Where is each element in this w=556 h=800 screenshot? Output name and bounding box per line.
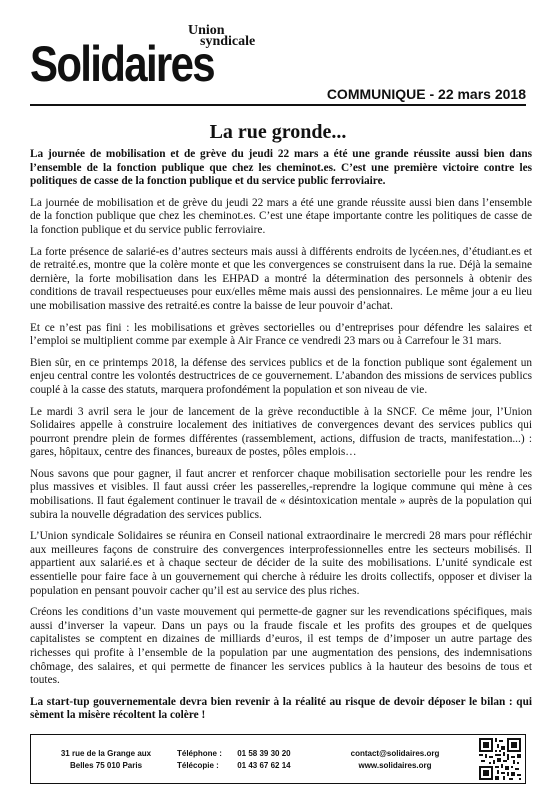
logo-name: Solidaires [30,36,214,92]
solidaires-logo [30,23,260,92]
paragraph: L’Union syndicale Solidaires se réunira en Conseil national extraordinaire le mercredi 28 mars pour réfléchir aux meilleures façons de construire des convergences interprofessionnelles entre les secteurs mobilisés. Il appartient aux salarié.es et à chaque secteur de décider de la suite des mobilisations. L’unité syndicale est essentielle pour faire face à un gouvernement qui cherche à réduire les droits collectifs, opposer et diviser la population en pensant pouvoir cacher qu’il est au service des plus riches. [30,530,532,597]
qr-code-icon [479,738,521,780]
logo-syndicale-text: syndicale [200,34,256,49]
footer-address [41,748,171,772]
email-link[interactable]: contact@solidaires.org [350,749,440,758]
logo-union-text: Union [188,23,225,38]
paragraph: Créons les conditions d’un vaste mouvement qui permette-de gagner sur les revendications spécifiques, mais aussi d’inverser la vapeur. Dans un pays ou la fraude fiscale et les profits des groupes et de quelques capitalistes se comptent en dizaines de milliards d’euros, il est temps de d’imposer un autre partage des richesses qui profite à l’ensemble de la population par une augmentation des pensions, des indemnisations chômage, des salaires, et qui permette de financer les services publics à la hauteur des besoins de tous et toutes. [30,606,532,687]
paragraph: Bien sûr, en ce printemps 2018, la défense des services publics et de la fonction publique sont également un enjeu central contre les volontés destructrices de ce gouvernement. L’abandon des missions de services publics couplé à la casse des statuts, marquera profondément la population et son niveau de vie. [30,356,532,396]
paragraph-intro: La journée de mobilisation et de grève du jeudi 22 mars a été une grande réussite aussi bien dans l’ensemble de la fonction publique que chez les cheminot.es. C’est une première victoire contre les politiques de casse de la fonction publique et du service public ferroviaire. [30,148,532,188]
fax-row [177,760,291,772]
paragraph: Le mardi 3 avril sera le jour de lancement de la grève reconductible à la SNCF. Ce même jour, l’Union Solidaires appelle à construire localement des initiatives de convergences devant des services publics qui pourront prendre plein de formes différentes (rassemblement, actions, diffusion de tracts, manifestation...) : gares, hôpitaux, centre des finances, bureaux de postes, pôles emplois… [30,405,532,459]
header-divider [30,104,526,106]
fax-number: 01 43 67 62 14 [237,761,291,770]
footer-phones [177,748,291,772]
fax-label: Télécopie : [177,761,219,770]
paragraph: La journée de mobilisation et de grève du jeudi 22 mars a été une grande réussite aussi bien dans l’ensemble de la fonction publique que chez les cheminot.es. C’est une étape importante contre les politiques de casse de la fonction publique et du service public ferroviaire. [30,196,532,236]
website-link[interactable]: www.solidaires.org [358,761,432,770]
document-body [30,148,532,731]
address-line: Belles 75 010 Paris [69,761,143,770]
page-title: La rue gronde... [209,121,347,143]
phone-number: 01 58 39 30 20 [237,749,291,758]
address-line: 31 rue de la Grange aux [60,749,152,758]
phone-label: Téléphone : [177,749,222,758]
paragraph: Et ce n’est pas fini : les mobilisations et grèves sectorielles ou d’entreprises pour défendre les salaires et l’emploi se multiplient comme par exemple à Air France ce vendredi 23 mars ou à Carrefour le 31 mars. [30,321,532,348]
phone-row [177,748,291,760]
paragraph: Nous savons que pour gagner, il faut ancrer et renforcer chaque mobilisation sectorielle pour les rendre les plus massives et visibles. Il faut aussi créer les passerelles,-reprendre la logique commune qui mène à ces mobilisations. Il faut également continuer le travail de « désintoxication mentale » auprès de la population qui subira la nouvelle dégradation des services publics. [30,467,532,521]
communique-date: COMMUNIQUE - 22 mars 2018 [326,86,526,102]
footer-contact-box [30,734,526,784]
paragraph: La forte présence de salarié-es d’autres secteurs mais aussi à différents endroits de lycéen.nes, d’étudiant.es et de retraité.es, montre que la colère monte et que les convergences se construisent dans la rue. Déjà la semaine dernière, la forte mobilisation dans les EHPAD a montré la détermination des personnels à obtenir des conditions de travail respectueuses pour eux/elles même mais aussi des pensionnaires. Le même jour a eu lieu une mobilisation massive des retraité.es contre la baisse de leur pouvoir d’achat. [30,245,532,312]
footer-online [335,748,455,772]
paragraph-conclusion: La start-tup gouvernementale devra bien revenir à la réalité au risque de devoir déposer le bilan : qui sèment la misère récoltent la colère ! [30,695,532,722]
